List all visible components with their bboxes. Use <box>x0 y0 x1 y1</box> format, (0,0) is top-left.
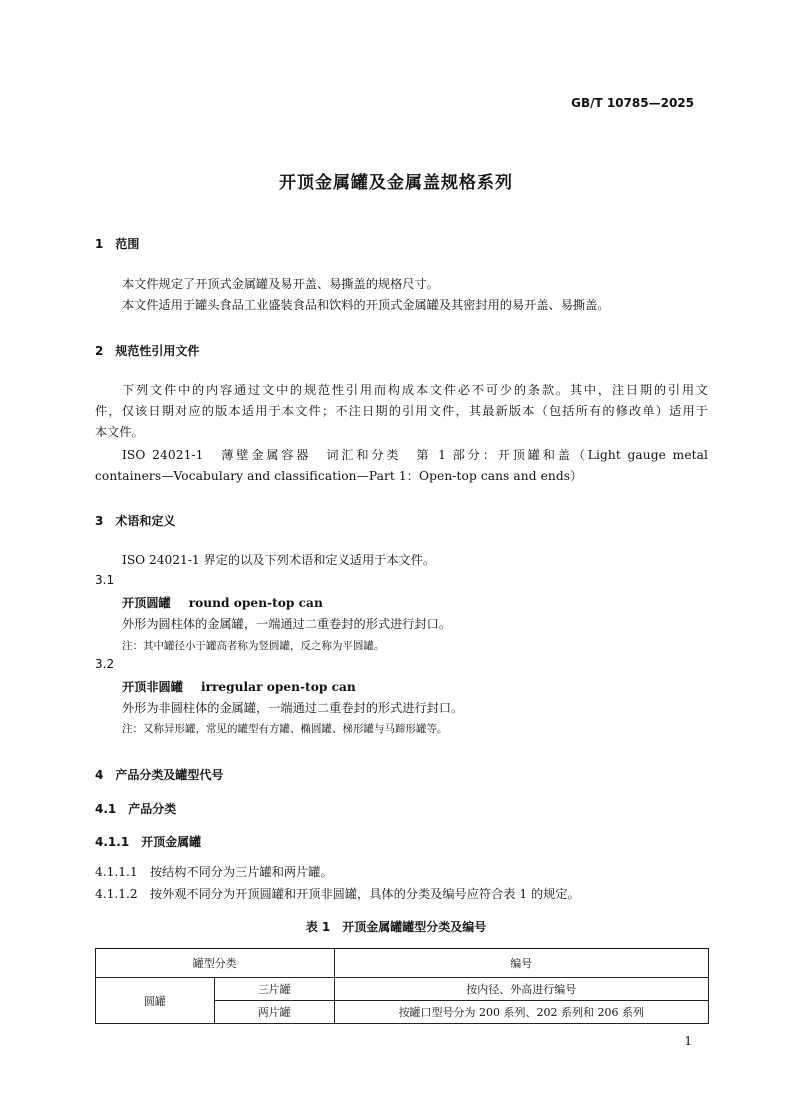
section-3-heading: 3 术语和定义 <box>95 514 176 528</box>
document-title: 开顶金属罐及金属盖规格系列 <box>279 173 513 193</box>
section-4-1-heading: 4.1 产品分类 <box>95 802 177 816</box>
term-3-1-note: 注：其中罐径小于罐高者称为竖圆罐，反之称为平圆罐。 <box>122 640 385 652</box>
sub-type-cell: 三片罐 <box>214 978 334 1001</box>
section-2-line-2: 件，仅该日期对应的版本适用于本文件；不注日期的引用文件，其最新版本（包括所有的修改单）适用于 <box>95 404 708 418</box>
reference-line-1: ISO 24021-1 薄壁金属容器 词汇和分类 第 1 部分：开顶罐和盖（Light gauge metal <box>122 448 708 462</box>
section-4-heading: 4 产品分类及罐型代号 <box>95 768 224 782</box>
term-3-2-definition: 外形为非圆柱体的金属罐，一端通过二重卷封的形式进行封口。 <box>122 701 464 715</box>
table-header-row <box>96 949 709 978</box>
sub-type-cell: 两片罐 <box>214 1001 334 1024</box>
term-3-2-title <box>122 678 356 695</box>
section-1-paragraph-2: 本文件适用于罐头食品工业盛装食品和饮料的开顶式金属罐及其密封用的易开盖、易撕盖。 <box>122 298 610 312</box>
section-2-heading: 2 规范性引用文件 <box>95 344 200 358</box>
reference-line-2: containers—Vocabulary and classification—Part 1：Open-top cans and ends） <box>95 469 583 483</box>
section-2-line-3: 本文件。 <box>95 425 144 439</box>
term-3-2-note: 注：又称异形罐，常见的罐型有方罐、椭圆罐、梯形罐与马蹄形罐等。 <box>122 723 448 735</box>
header-cell-code: 编号 <box>334 949 708 978</box>
section-1-heading: 1 范围 <box>95 237 140 251</box>
clause-4-1-1-1: 4.1.1.1 按结构不同分为三片罐和两片罐。 <box>95 865 333 879</box>
group-cell: 圆罐 <box>96 978 215 1024</box>
page-number: 1 <box>684 1034 692 1048</box>
standard-number: GB/T 10785—2025 <box>571 96 694 110</box>
term-3-2-number: 3.2 <box>95 657 115 671</box>
header-cell-type: 罐型分类 <box>96 949 335 978</box>
term-3-1-zh: 开顶圆罐 <box>122 596 171 610</box>
section-1-paragraph-1: 本文件规定了开顶式金属罐及易开盖、易撕盖的规格尺寸。 <box>122 277 439 291</box>
code-cell: 按罐口型号分为 200 系列、202 系列和 206 系列 <box>334 1001 708 1024</box>
table-1-caption: 表 1 开顶金属罐罐型分类及编号 <box>305 920 487 934</box>
term-3-2-zh: 开顶非圆罐 <box>122 680 183 694</box>
term-3-1-title <box>122 594 323 611</box>
section-2-line-1: 下列文件中的内容通过文中的规范性引用而构成本文件必不可少的条款。其中，注日期的引用文 <box>122 383 708 397</box>
clause-4-1-1-2: 4.1.1.2 按外观不同分为开顶圆罐和开顶非圆罐，具体的分类及编号应符合表 1 的规定。 <box>95 887 580 901</box>
term-3-1-number: 3.1 <box>95 573 115 587</box>
term-3-2-en: irregular open-top can <box>200 680 356 694</box>
table-row <box>96 978 709 1001</box>
table-1 <box>95 948 709 1024</box>
section-3-intro: ISO 24021-1 界定的以及下列术语和定义适用于本文件。 <box>122 553 436 567</box>
section-4-1-1-heading: 4.1.1 开顶金属罐 <box>95 835 202 849</box>
term-3-1-definition: 外形为圆柱体的金属罐，一端通过二重卷封的形式进行封口。 <box>122 617 452 631</box>
code-cell: 按内径、外高进行编号 <box>334 978 708 1001</box>
term-3-1-en: round open-top can <box>188 596 323 610</box>
